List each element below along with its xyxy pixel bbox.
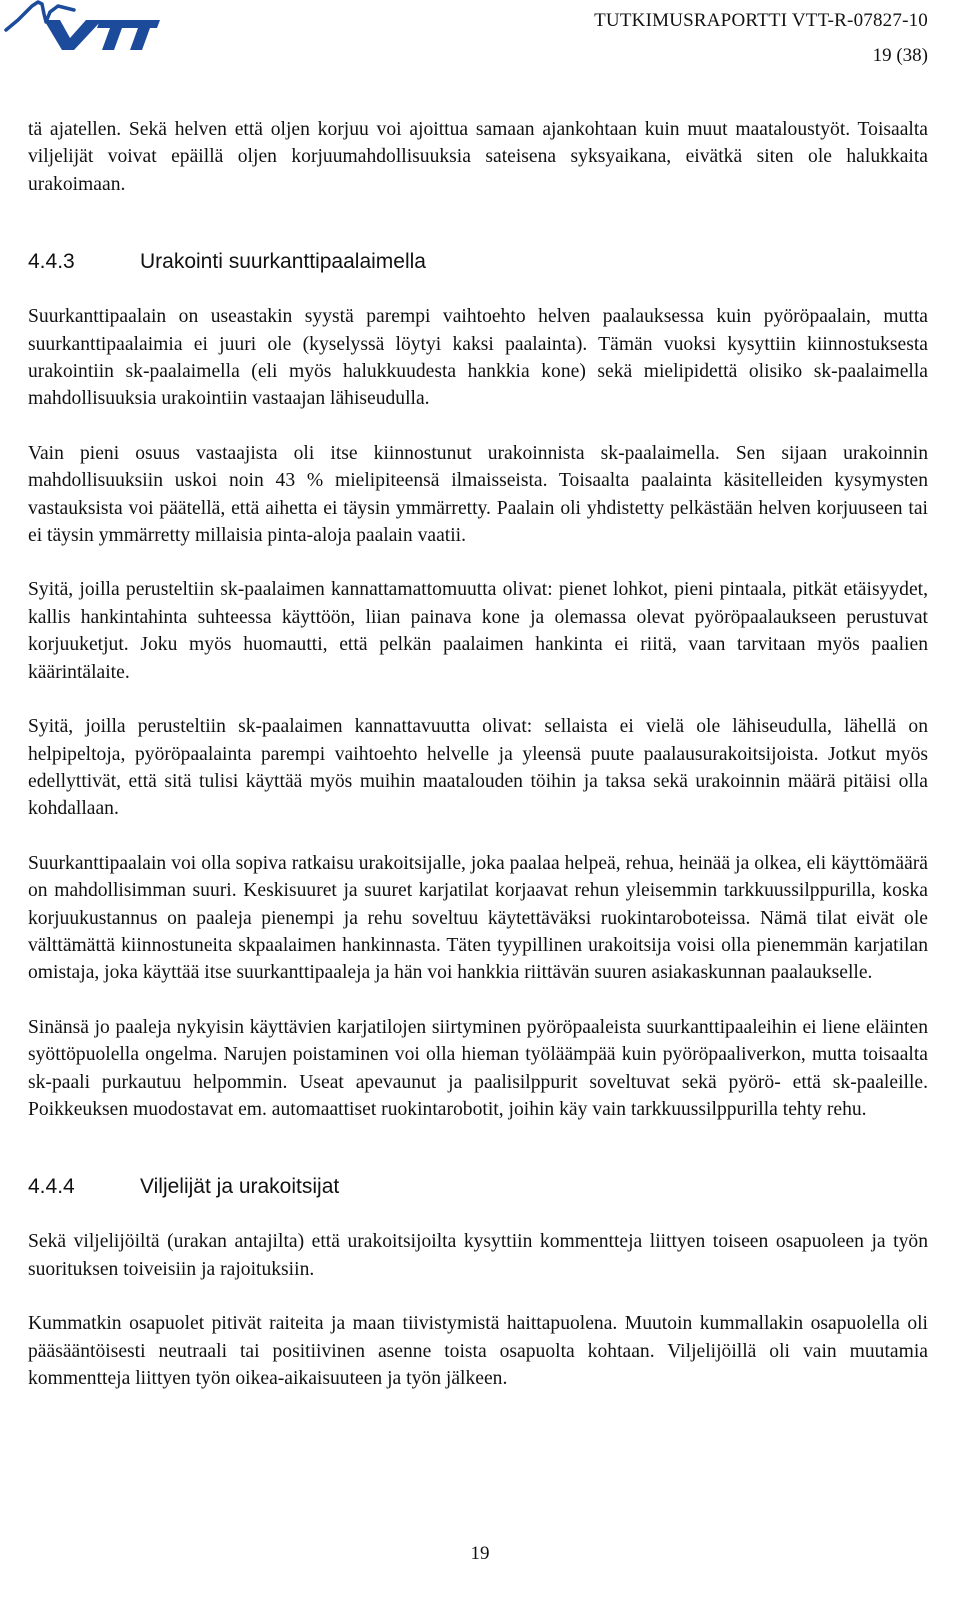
vtt-logo-icon (4, 0, 160, 56)
paragraph: Kummatkin osapuolet pitivät raiteita ja maan tiivistymistä haittapuolena. Muutoin kummallakin osapuolella oli pääsääntöisesti neutraali tai positiivinen asenne toista osapuolta kohtaan. Viljelijöillä oli vain muutamia kommentteja liittyen työn oikea-aikaisuuteen ja työn jälkeen. (28, 1313, 928, 1389)
section-heading (28, 1173, 928, 1201)
paragraph: Vain pieni osuus vastaajista oli itse kiinnostunut urakoinnista sk-paalaimella. Sen sijaan urakoinnin mahdollisuuksiin uskoi noin 43 % mielipiteensä ilmaisseista. Toisaalta paalainta käsitelleiden kysymysten vastauksista voi päätellä, että aihetta ei täysin ymmärretty. Paalain oli yhdistetty pelkästään helven korjuuseen tai ei täysin ymmärretty millaisia pinta-aloja paalain vaatii. (28, 442, 928, 547)
paragraph: Syitä, joilla perusteltiin sk-paalaimen kannattamattomuutta olivat: pienet lohkot, pieni pintaala, pitkät etäisyydet, kallis hankintahinta suhteessa käyttöön, liian painava kone ja olemassa olevat pyöröpaalaukseen perustuvat korjuuketjut. Joku myös huomautti, että pelkän paalaimen hankinta ei riitä, vaan tarvitaan myös paalien käärintälaite. (28, 579, 928, 683)
section-heading (28, 248, 928, 276)
report-id: TUTKIMUSRAPORTTI VTT-R-07827-10 (594, 10, 928, 31)
logo-text: VTT (4, 0, 6, 1)
paragraph: Suurkanttipaalain voi olla sopiva ratkaisu urakoitsijalle, joka paalaa helpeä, rehua, heinää ja olkea, eli käyttömäärä on mahdollisimman suuri. Keskisuuret ja suuret karjatilat korjaavat rehun yleisemmin tarkkuussilppurilla, koska korjuukustannus on paaleja pienempi ja rehu soveltuu käytettäväksi ruokintaroboteissa. Nämä tilat eivät ole välttämättä kiinnostuneita skpaalaimen hankinnasta. Täten tyypillinen urakoitsija voisi olla pienemmän karjatilan omistaja, joka käyttää itse suurkanttipaaleja ja hän voi hankkia riittävän suuren asiakaskunnan paalaukselle. (28, 852, 928, 984)
document-body (28, 116, 928, 1419)
paragraph: Suurkanttipaalain on useastakin syystä parempi vaihtoehto helven paalauksessa kuin pyöröpaalain, mutta suurkanttipaalaimia ei juuri ole (kyselyssä löytyi kaksi paalainta). Tämän vuoksi kysyttiin kiinnostuksesta urakointiin sk-paalaimella (eli myös halukkuudesta hankkia kone) sekä mielipidettä olisiko sk-paalaimella mahdollisuuksia urakointiin vastaajan lähiseudulla. (28, 306, 928, 410)
section-number: 4.4.4 (28, 1175, 75, 1199)
page-number: 19 (470, 1543, 490, 1564)
page-header (0, 0, 960, 80)
section-title: Urakointi suurkanttipaalaimella (140, 250, 426, 274)
section-title: Viljelijät ja urakoitsijat (140, 1175, 340, 1199)
paragraph: Syitä, joilla perusteltiin sk-paalaimen kannattavuutta olivat: sellaista ei vielä ole lähiseudulla, lähellä on helpipeltoja, pyöröpaalainta parempi vaihtoehto helvelle ja yleensä puute paalausurakoitsijoista. Jotkut myös edellyttivät, että sitä tulisi käyttää myös muihin maatalouden töihin ja taksa sekä urakoinnin määrä pitäisi olla kohdallaan. (28, 716, 928, 820)
paragraph: Sekä viljelijöiltä (urakan antajilta) että urakoitsijoilta kysyttiin kommentteja liittyen toiseen osapuoleen ja työn suorituksen toiveisiin ja rajoituksiin. (28, 1231, 928, 1280)
page-count: 19 (38) (872, 45, 928, 66)
page-footer (0, 1543, 960, 1565)
paragraph: Sinänsä jo paaleja nykyisin käyttävien karjatilojen siirtyminen pyöröpaaleista suurkanttipaaleihin ei liene eläinten syöttöpuolella ongelma. Narujen poistaminen voi olla hieman työläämpää kuin pyöröpaaliverkon, mutta toisaalta sk-paali purkautuu helpommin. Useat apevaunut ja paalisilppurit soveltuvat sekä pyörö- että sk-paaleille. Poikkeuksen muodostavat em. automaattiset ruokintarobotit, joihin käy vain tarkkuussilppurilla tehty rehu. (28, 1016, 928, 1120)
section-number: 4.4.3 (28, 250, 75, 274)
paragraph: tä ajatellen. Sekä helven että oljen korjuu voi ajoittua samaan ajankohtaan kuin muut maataloustyöt. Toisaalta viljelijät voivat epäillä oljen korjuumahdollisuuksia sateisena syksyaikana, eivätkä siten ole halukkaita urakoimaan. (28, 119, 928, 195)
